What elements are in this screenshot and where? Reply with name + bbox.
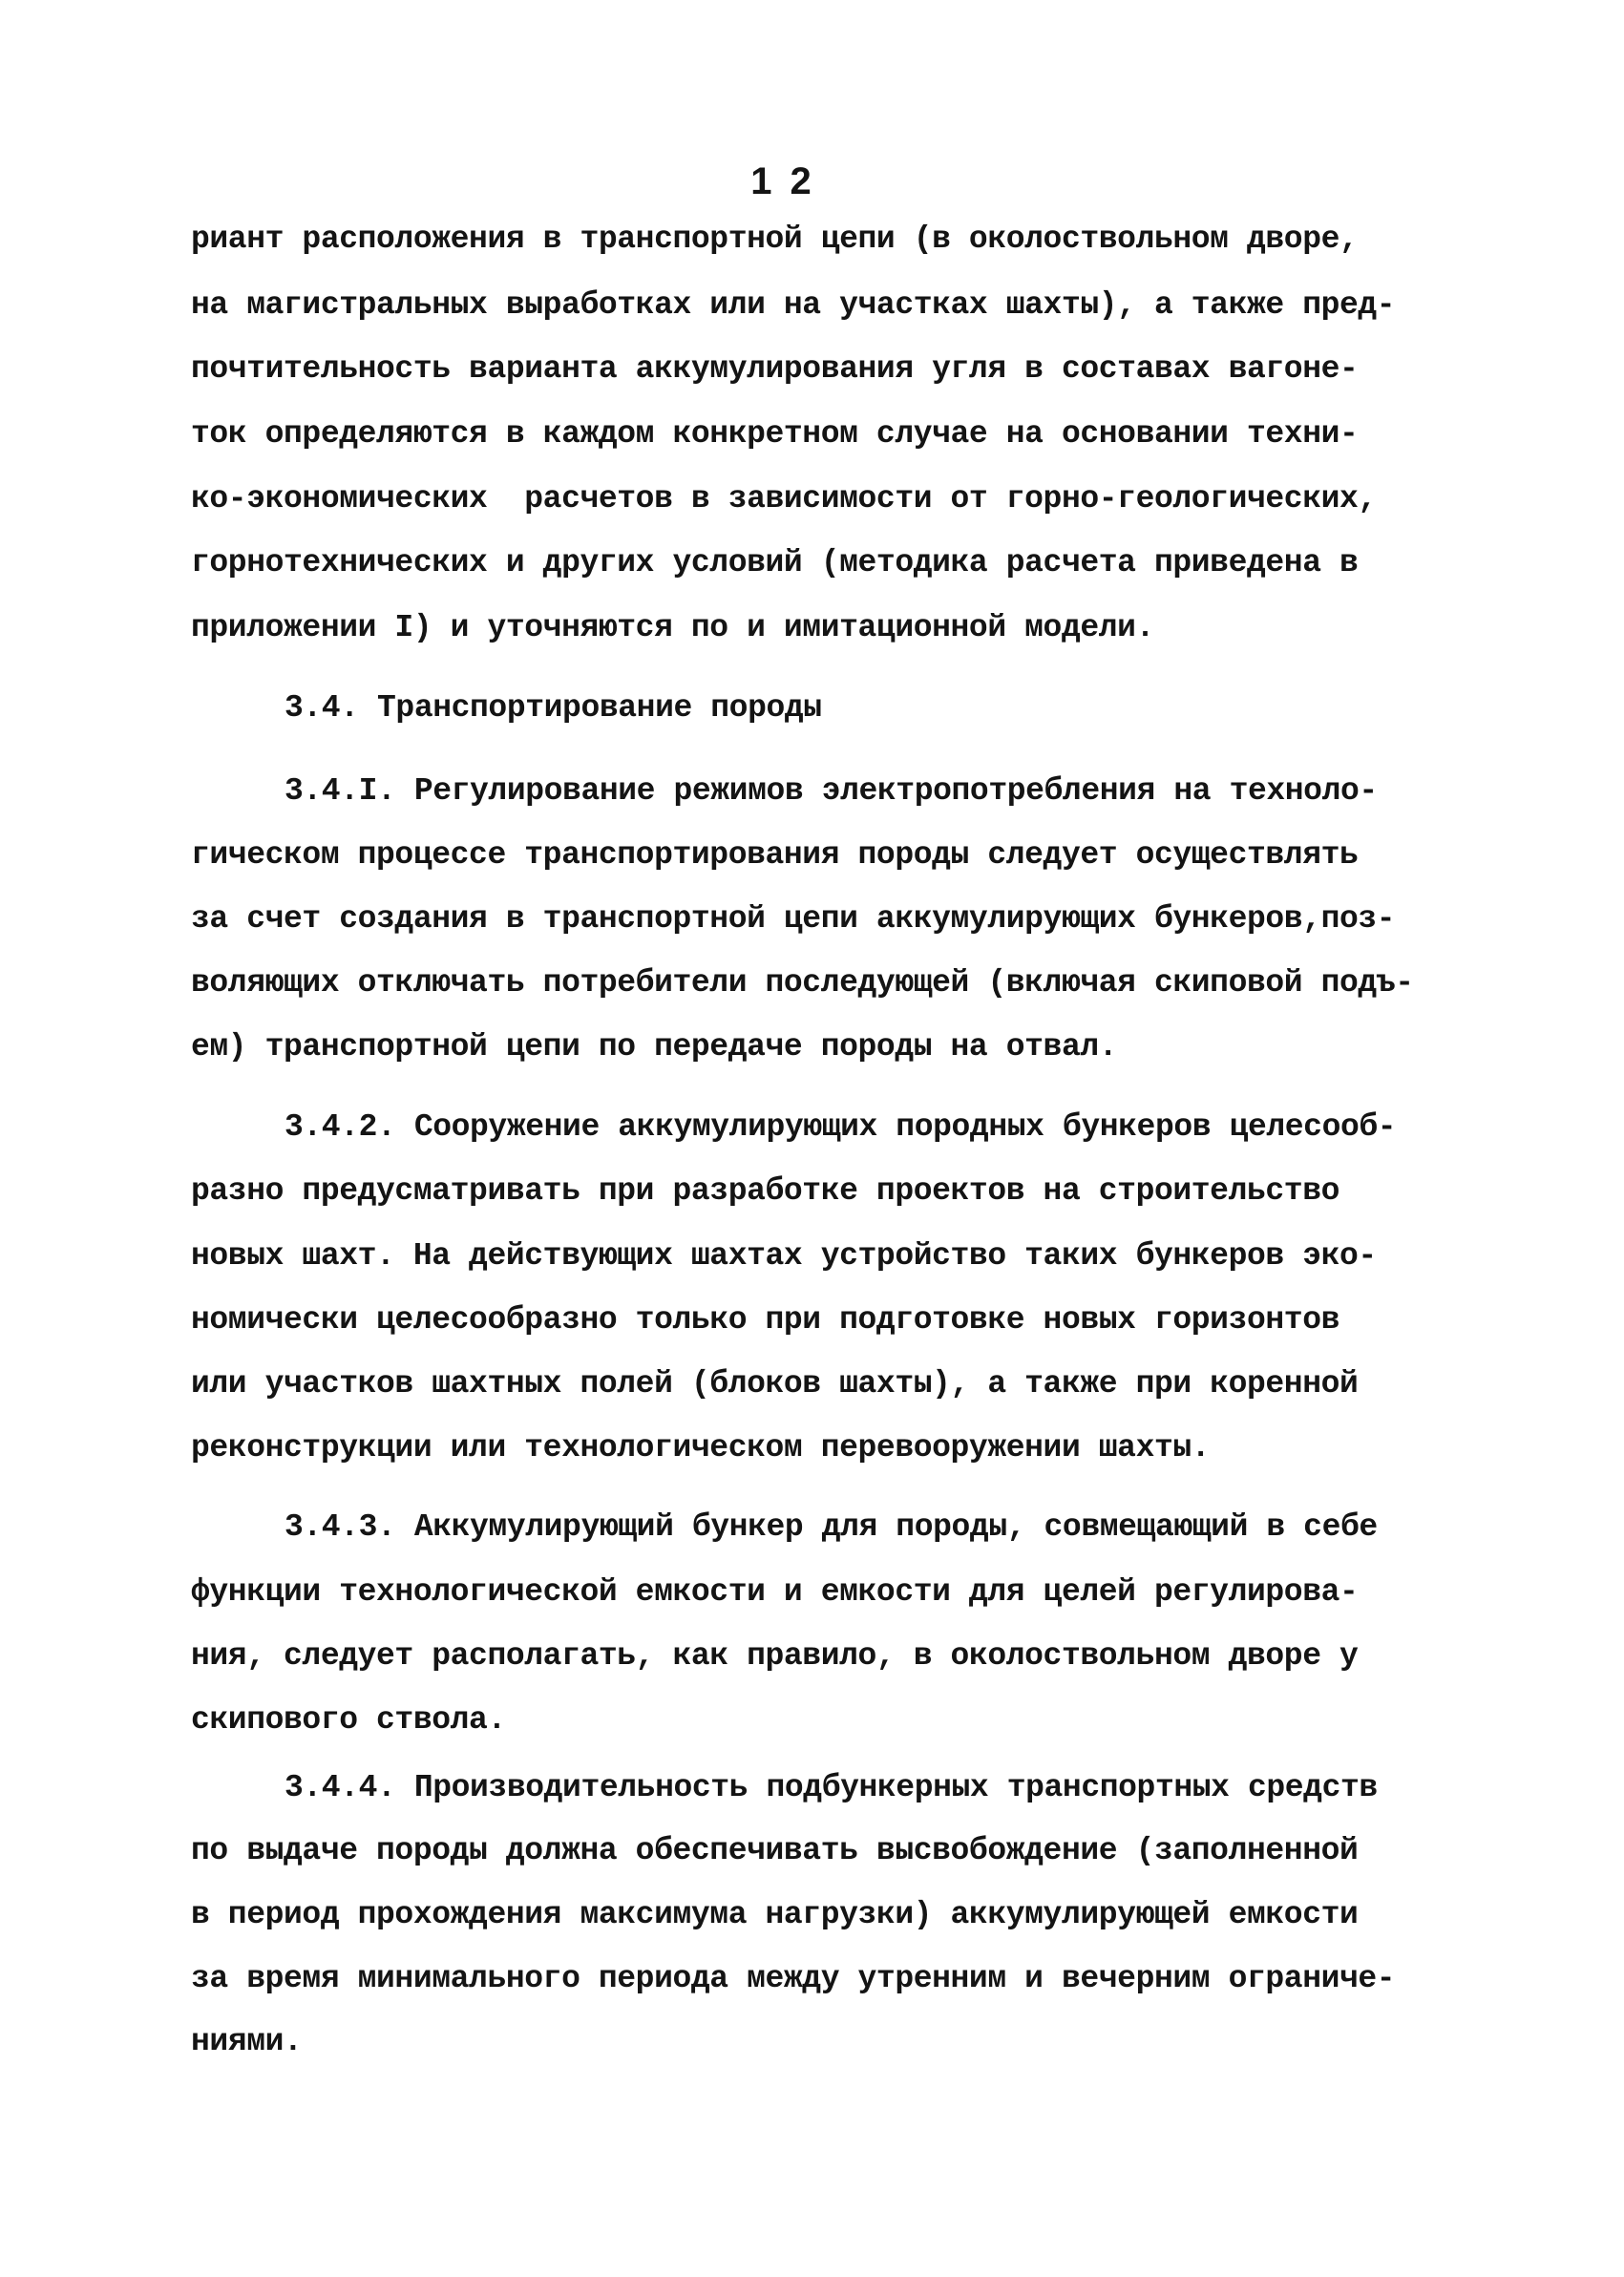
text-line: ем) транспортной цепи по передаче породы на отвал.: [191, 1029, 1118, 1065]
text-line: ко-экономических расчетов в зависимости от горно-геологических,: [191, 481, 1377, 517]
section-heading: 3.4. Транспортирование породы: [285, 690, 822, 726]
text-line: 3.4.I. Регулирование режимов электропотребления на техноло-: [285, 773, 1378, 809]
text-line: скипового ствола.: [191, 1702, 506, 1738]
text-line: ток определяются в каждом конкретном случае на основании техни-: [191, 416, 1359, 452]
text-line: по выдаче породы должна обеспечивать высвобождение (заполненной: [191, 1833, 1359, 1868]
text-line: гическом процессе транспортирования породы следует осуществлять: [191, 837, 1359, 873]
text-line: новых шахт. На действующих шахтах устройство таких бункеров эко-: [191, 1238, 1377, 1274]
text-line: реконструкции или технологическом перевооружении шахты.: [191, 1430, 1211, 1465]
text-line: приложении I) и уточняются по и имитационной модели.: [191, 610, 1154, 645]
text-line: ниями.: [191, 2024, 303, 2059]
text-line: 3.4.3. Аккумулирующий бункер для породы, совмещающий в себе: [285, 1509, 1378, 1545]
text-line: или участков шахтных полей (блоков шахты), а также при коренной: [191, 1366, 1359, 1402]
text-line: 3.4.4. Производительность подбункерных транспортных средств: [285, 1770, 1378, 1805]
text-line: на магистральных выработках или на участках шахты), а также пред-: [191, 287, 1396, 323]
text-line: почтительность варианта аккумулирования угля в составах вагоне-: [191, 351, 1359, 387]
text-line: за счет создания в транспортной цепи аккумулирующих бункеров,поз-: [191, 901, 1396, 937]
text-line: в период прохождения максимума нагрузки) аккумулирующей емкости: [191, 1897, 1359, 1932]
text-line: воляющих отключать потребители последующей (включая скиповой подъ-: [191, 965, 1414, 1001]
text-line: функции технологической емкости и емкости для целей регулирова-: [191, 1574, 1359, 1610]
text-line: разно предусматривать при разработке проектов на строительство: [191, 1173, 1340, 1209]
text-line: ния, следует располагать, как правило, в околоствольном дворе у: [191, 1638, 1359, 1674]
text-line: номически целесообразно только при подготовке новых горизонтов: [191, 1302, 1340, 1338]
page-number: 1 2: [750, 160, 815, 202]
text-line: за время минимального периода между утренним и вечерним ограниче-: [191, 1961, 1396, 1996]
text-line: 3.4.2. Сооружение аккумулирующих породных бункеров целесооб-: [285, 1109, 1397, 1145]
text-line: горнотехнических и других условий (методика расчета приведена в: [191, 545, 1359, 580]
text-line: риант расположения в транспортной цепи (в околоствольном дворе,: [191, 221, 1359, 257]
